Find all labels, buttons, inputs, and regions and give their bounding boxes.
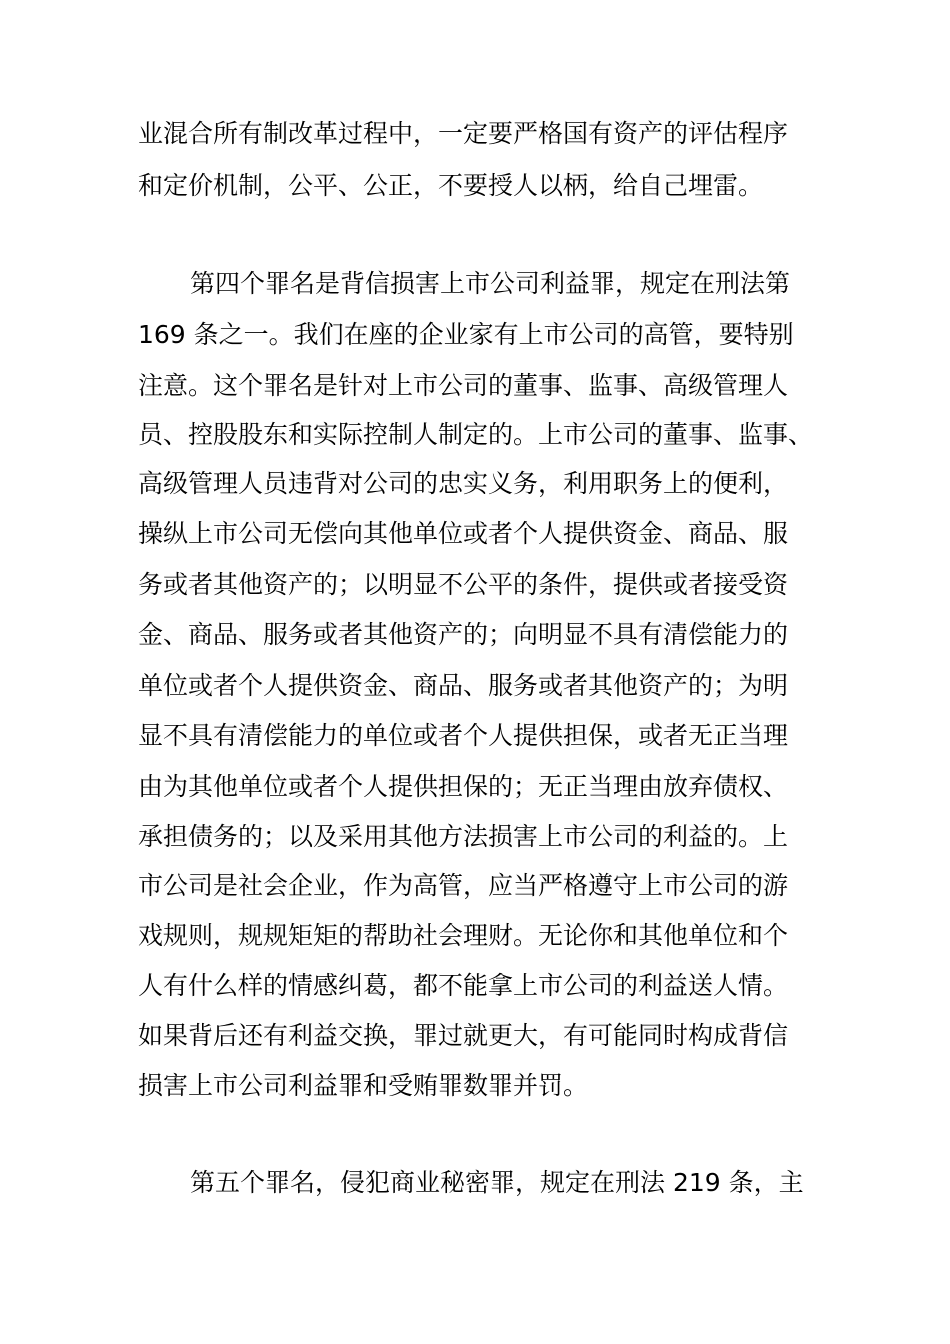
text-line: 业混合所有制改革过程中，一定要严格国有资产的评估程序 xyxy=(138,119,789,148)
text-line: 金、商品、服务或者其他资产的；向明显不具有清偿能力的 xyxy=(138,620,789,649)
text-line: 单位或者个人提供资金、商品、服务或者其他资产的；为明 xyxy=(138,671,789,700)
text-line: 高级管理人员违背对公司的忠实义务，利用职务上的便利， xyxy=(138,469,789,498)
text-line: 务或者其他资产的；以明显不公平的条件，提供或者接受资 xyxy=(138,570,789,599)
text-line: 损害上市公司利益罪和受贿罪数罪并罚。 xyxy=(138,1071,589,1100)
text-line: 由为其他单位或者个人提供担保的；无正当理由放弃债权、 xyxy=(138,772,789,801)
paragraph-first-line: 第五个罪名，侵犯商业秘密罪，规定在刑法 219 条，主 xyxy=(190,1168,804,1197)
text-line: 市公司是社会企业，作为高管，应当严格遵守上市公司的游 xyxy=(138,871,789,900)
text-line: 操纵上市公司无偿向其他单位或者个人提供资金、商品、服 xyxy=(138,519,789,548)
text-line: 和定价机制，公平、公正，不要授人以柄，给自己埋雷。 xyxy=(138,171,764,200)
text-line: 员、控股股东和实际控制人制定的。上市公司的董事、监事、 xyxy=(138,420,814,449)
text-line: 169 条之一。我们在座的企业家有上市公司的高管，要特别 xyxy=(138,320,794,349)
text-line: 戏规则，规规矩矩的帮助社会理财。无论你和其他单位和个 xyxy=(138,921,789,950)
paragraph-first-line: 第四个罪名是背信损害上市公司利益罪，规定在刑法第 xyxy=(190,269,791,298)
text-line: 承担债务的；以及采用其他方法损害上市公司的利益的。上 xyxy=(138,822,789,851)
text-line: 人有什么样的情感纠葛，都不能拿上市公司的利益送人情。 xyxy=(138,971,789,1000)
text-line: 如果背后还有利益交换，罪过就更大，有可能同时构成背信 xyxy=(138,1021,789,1050)
text-line: 显不具有清偿能力的单位或者个人提供担保，或者无正当理 xyxy=(138,721,789,750)
text-line: 注意。这个罪名是针对上市公司的董事、监事、高级管理人 xyxy=(138,371,789,400)
